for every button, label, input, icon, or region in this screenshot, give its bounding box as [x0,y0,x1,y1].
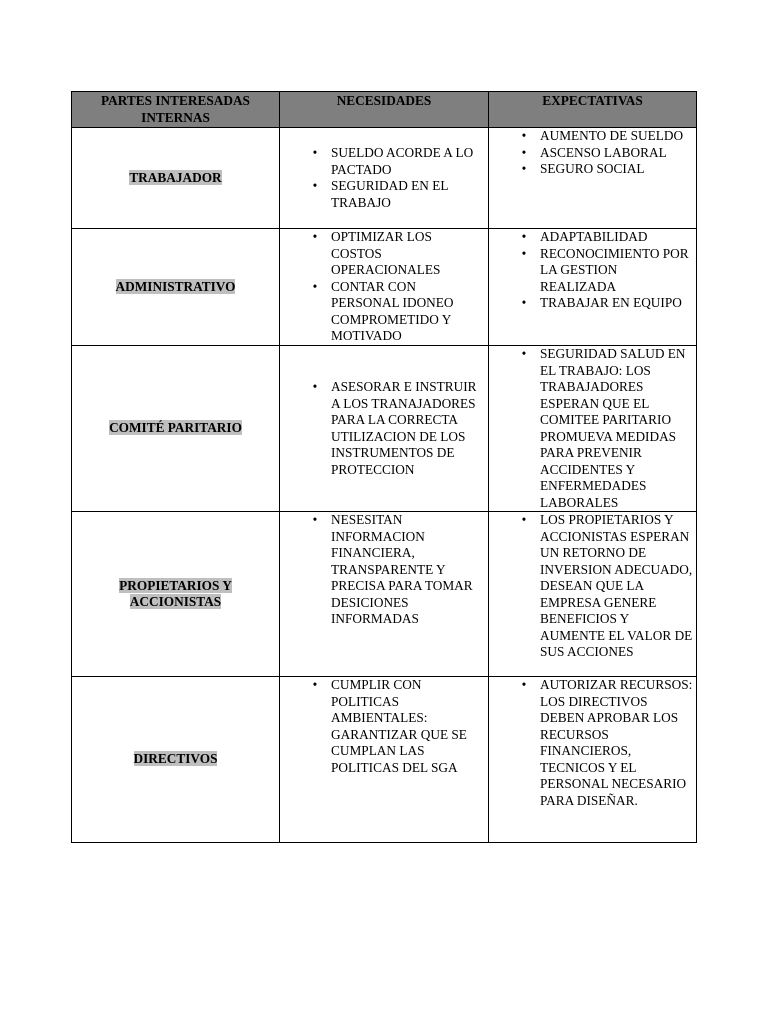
list-item: • ADAPTABILIDAD [540,229,693,246]
bullet-icon: • [521,128,527,143]
expectations-cell [489,512,697,677]
header-row [72,92,697,128]
header-expectativas: EXPECTATIVAS [489,92,697,128]
stakeholder-cell [72,677,280,843]
stakeholder-cell [72,229,280,346]
list-item: • ASESORAR E INSTRUIR A LOS TRANAJADORES PARA LA CORRECTA UTILIZACION DE LOS INSTRUMENTOS DE PROTECCION [331,379,485,478]
list-item: • SEGURO SOCIAL [540,161,693,178]
list-item: • NESESITAN INFORMACION FINANCIERA, TRANSPARENTE Y PRECISA PARA TOMAR DESICIONES INFORMADAS [331,512,485,628]
needs-list [280,145,485,211]
expectations-cell [489,346,697,512]
header-partes: PARTES INTERESADAS INTERNAS [72,92,280,128]
list-item: • SUELDO ACORDE A LO PACTADO [331,145,485,178]
bullet-icon: • [521,346,527,361]
expectations-list [489,346,693,511]
table-row [72,229,697,346]
needs-cell [280,229,489,346]
table-row [72,128,697,229]
needs-cell [280,128,489,229]
expectations-list [489,229,693,312]
bullet-icon: • [312,379,318,394]
needs-list [280,229,485,345]
bullet-icon: • [521,161,527,176]
table-row [72,512,697,677]
stakeholder-name: PROPIETARIOS Y ACCIONISTAS [119,577,232,609]
list-item: • AUTORIZAR RECURSOS: LOS DIRECTIVOS DEBEN APROBAR LOS RECURSOS FINANCIEROS, TECNICOS Y EL PERSONAL NECESARIO PARA DISEÑAR. [540,677,693,809]
stakeholder-name: DIRECTIVOS [133,751,218,767]
stakeholder-cell [72,128,280,229]
bullet-icon: • [521,245,527,261]
expectations-list [489,677,693,809]
list-item: • LOS PROPIETARIOS Y ACCIONISTAS ESPERAN UN RETORNO DE INVERSION ADECUADO, DESEAN QUE LA EMPRESA GENERE BENEFICIOS Y AUMENTE EL VALOR DE SUS ACCIONES [540,512,693,661]
list-item: • SEGURIDAD SALUD EN EL TRABAJO: LOS TRABAJADORES ESPERAN QUE EL COMITEE PARITARIO PROMUEVA MEDIDAS PARA PREVENIR ACCIDENTES Y ENFERMEDADES LABORALES [540,346,693,511]
stakeholder-name: TRABAJADOR [129,169,222,185]
table-row [72,346,697,512]
bullet-icon: • [312,145,318,160]
stakeholder-cell [72,346,280,512]
stakeholder-name: COMITÉ PARITARIO [109,420,242,436]
list-item: • AUMENTO DE SUELDO [540,128,693,145]
bullet-icon: • [312,178,318,193]
list-item: • TRABAJAR EN EQUIPO [540,295,693,312]
list-item: • SEGURIDAD EN EL TRABAJO [331,178,485,211]
bullet-icon: • [312,278,318,294]
bullet-icon: • [521,229,527,244]
bullet-icon: • [521,677,527,692]
header-necesidades: NECESIDADES [280,92,489,128]
list-item: • ASCENSO LABORAL [540,145,693,162]
stakeholder-name: ADMINISTRATIVO [115,278,236,294]
needs-list [280,677,485,776]
bullet-icon: • [521,512,527,527]
needs-cell [280,677,489,843]
expectations-cell [489,677,697,843]
needs-list [280,512,485,628]
expectations-list [489,512,693,661]
table-row [72,677,697,843]
bullet-icon: • [521,295,527,310]
expectations-cell [489,128,697,229]
expectations-list [489,128,693,178]
needs-cell [280,346,489,512]
stakeholder-table [71,91,697,843]
bullet-icon: • [312,677,318,692]
list-item: • OPTIMIZAR LOS COSTOS OPERACIONALES [331,229,485,279]
needs-cell [280,512,489,677]
list-item: • CONTAR CON PERSONAL IDONEO COMPROMETIDO Y MOTIVADO [331,279,485,345]
list-item: • CUMPLIR CON POLITICAS AMBIENTALES: GARANTIZAR QUE SE CUMPLAN LAS POLITICAS DEL SGA [331,677,485,776]
stakeholder-cell [72,512,280,677]
expectations-cell [489,229,697,346]
list-item: • RECONOCIMIENTO POR LA GESTION REALIZADA [540,246,693,296]
bullet-icon: • [521,144,527,160]
bullet-icon: • [312,229,318,244]
needs-list [280,379,485,478]
bullet-icon: • [312,512,318,527]
